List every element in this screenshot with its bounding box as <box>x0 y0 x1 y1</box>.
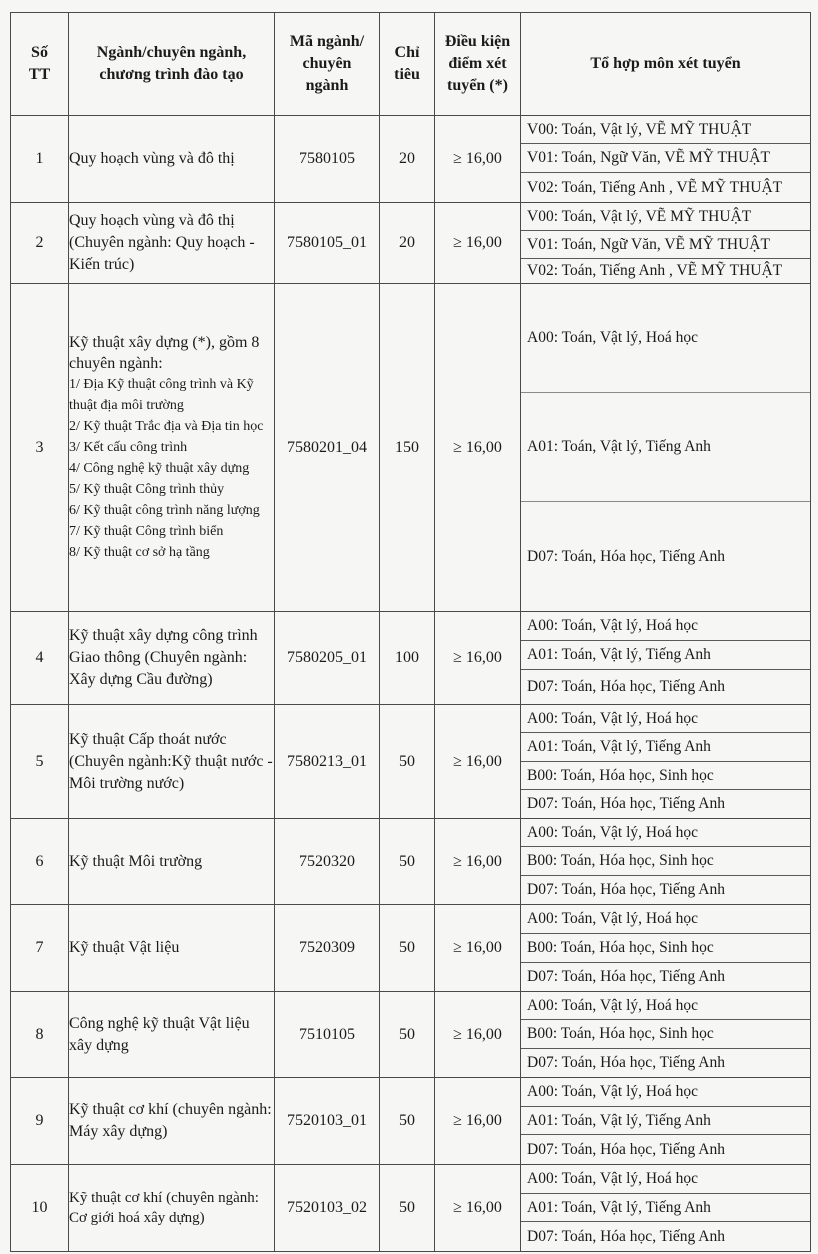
row-score: ≥ 16,00 <box>435 284 521 612</box>
combo-item: D07: Toán, Hóa học, Tiếng Anh <box>527 1227 725 1245</box>
row-stt: 2 <box>11 203 69 284</box>
combo-item: B00: Toán, Hóa học, Sinh học <box>521 847 810 876</box>
row-code: 7580105 <box>275 116 380 203</box>
row-major <box>69 284 275 612</box>
row-combos <box>521 905 811 992</box>
row-quota: 50 <box>380 1165 435 1252</box>
row-stt: 8 <box>11 992 69 1078</box>
combo-item: A00: Toán, Vật lý, Hoá học <box>521 1165 810 1194</box>
combo-item: A01: Toán, Vật lý, Tiếng Anh <box>521 733 810 762</box>
combo-item: D07: Toán, Hóa học, Tiếng Anh <box>527 968 725 985</box>
row-score: ≥ 16,00 <box>435 819 521 905</box>
row-score: ≥ 16,00 <box>435 1165 521 1252</box>
table-row <box>11 1078 811 1165</box>
row-quota: 20 <box>380 116 435 203</box>
row-code: 7580205_01 <box>275 612 380 705</box>
row-major: Công nghệ kỹ thuật Vật liệu xây dựng <box>69 992 275 1078</box>
row-combos <box>521 705 811 819</box>
row-stt: 6 <box>11 819 69 905</box>
combo-item: A00: Toán, Vật lý, Hoá học <box>521 284 810 393</box>
row-score: ≥ 16,00 <box>435 203 521 284</box>
row-stt: 4 <box>11 612 69 705</box>
specialization-item: 7/ Kỹ thuật Công trình biển <box>69 524 224 539</box>
combo-item: A00: Toán, Vật lý, Hoá học <box>521 612 810 641</box>
row-quota: 50 <box>380 992 435 1078</box>
header-row <box>11 13 811 116</box>
row-quota: 50 <box>380 905 435 992</box>
row-code: 7520103_02 <box>275 1165 380 1252</box>
combo-item: A00: Toán, Vật lý, Hoá học <box>521 819 810 847</box>
specialization-item: 1/ Địa Kỹ thuật công trình và Kỹ thuật địa môi trường <box>69 377 254 413</box>
row-stt: 1 <box>11 116 69 203</box>
row-major: Kỹ thuật Vật liệu <box>69 905 275 992</box>
row-quota: 50 <box>380 705 435 819</box>
table-row <box>11 905 811 992</box>
table-row <box>11 612 811 705</box>
header-score: Điều kiện điểm xét tuyển (*) <box>435 13 521 116</box>
row-score: ≥ 16,00 <box>435 612 521 705</box>
row-major: Kỹ thuật cơ khí (chuyên ngành: Máy xây dựng) <box>69 1078 275 1165</box>
specialization-item: 4/ Công nghệ kỹ thuật xây dựng <box>69 461 250 476</box>
row-code: 7520309 <box>275 905 380 992</box>
row-major: Quy hoạch vùng và đô thị (Chuyên ngành: Quy hoạch - Kiến trúc) <box>69 203 275 284</box>
table-row <box>11 116 811 203</box>
header-major: Ngành/chuyên ngành, chương trình đào tạo <box>69 13 275 116</box>
row-combos <box>521 612 811 705</box>
combo-item: V02: Toán, Tiếng Anh , VẼ MỸ THUẬT <box>527 178 783 196</box>
row-quota: 100 <box>380 612 435 705</box>
combo-item: D07: Toán, Hóa học, Tiếng Anh <box>527 1054 725 1071</box>
combo-item: B00: Toán, Hóa học, Sinh học <box>521 1020 810 1049</box>
row-code: 7580213_01 <box>275 705 380 819</box>
combo-item: V00: Toán, Vật lý, VẼ MỸ THUẬT <box>521 116 810 144</box>
header-combos: Tổ hợp môn xét tuyển <box>521 13 811 116</box>
combo-item: D07: Toán, Hóa học, Tiếng Anh <box>527 547 725 565</box>
specialization-item: 8/ Kỹ thuật cơ sở hạ tầng <box>69 545 210 560</box>
row-major: Kỹ thuật xây dựng công trình Giao thông (Chuyên ngành: Xây dựng Cầu đường) <box>69 612 275 705</box>
specialization-item: 3/ Kết cấu công trình <box>69 440 188 455</box>
combo-item: V00: Toán, Vật lý, VẼ MỸ THUẬT <box>521 203 810 231</box>
combo-item: D07: Toán, Hóa học, Tiếng Anh <box>527 1140 725 1158</box>
table-row <box>11 203 811 284</box>
row-major: Kỹ thuật Môi trường <box>69 819 275 905</box>
combo-item: A01: Toán, Vật lý, Tiếng Anh <box>521 1107 810 1135</box>
row-stt: 7 <box>11 905 69 992</box>
row-code: 7580201_04 <box>275 284 380 612</box>
combo-item: A01: Toán, Vật lý, Tiếng Anh <box>521 641 810 670</box>
row-stt: 10 <box>11 1165 69 1252</box>
specialization-item: 5/ Kỹ thuật Công trình thủy <box>69 482 225 497</box>
combo-item: B00: Toán, Hóa học, Sinh học <box>521 762 810 790</box>
combo-item: A01: Toán, Vật lý, Tiếng Anh <box>521 1194 810 1222</box>
combo-item: A00: Toán, Vật lý, Hoá học <box>521 705 810 733</box>
row-code: 7580105_01 <box>275 203 380 284</box>
row-stt: 5 <box>11 705 69 819</box>
table-row <box>11 819 811 905</box>
table-row <box>11 992 811 1078</box>
combo-item: A00: Toán, Vật lý, Hoá học <box>521 1078 810 1107</box>
row-quota: 50 <box>380 1078 435 1165</box>
admissions-table <box>10 12 811 1252</box>
row-score: ≥ 16,00 <box>435 705 521 819</box>
specialization-item: 6/ Kỹ thuật công trình năng lượng <box>69 503 260 518</box>
row-score: ≥ 16,00 <box>435 992 521 1078</box>
row-stt: 9 <box>11 1078 69 1165</box>
row-major: Quy hoạch vùng và đô thị <box>69 116 275 203</box>
row-score: ≥ 16,00 <box>435 905 521 992</box>
combo-item: D07: Toán, Hóa học, Tiếng Anh <box>527 881 725 898</box>
combo-item: A00: Toán, Vật lý, Hoá học <box>521 905 810 934</box>
row-score: ≥ 16,00 <box>435 1078 521 1165</box>
combo-item: D07: Toán, Hóa học, Tiếng Anh <box>527 678 725 695</box>
header-stt: Số TT <box>11 13 69 116</box>
row-combos <box>521 203 811 284</box>
combo-item: V01: Toán, Ngữ Văn, VẼ MỸ THUẬT <box>521 231 810 259</box>
row-major: Kỹ thuật cơ khí (chuyên ngành: Cơ giới hoá xây dựng) <box>69 1165 275 1252</box>
row-stt: 3 <box>11 284 69 612</box>
row-quota: 20 <box>380 203 435 284</box>
table-row <box>11 284 811 612</box>
combo-item: A00: Toán, Vật lý, Hoá học <box>521 992 810 1020</box>
row-combos <box>521 1078 811 1165</box>
major-title: Kỹ thuật xây dựng (*), gồm 8 chuyên ngành: <box>69 334 260 372</box>
row-score: ≥ 16,00 <box>435 116 521 203</box>
row-quota: 150 <box>380 284 435 612</box>
row-quota: 50 <box>380 819 435 905</box>
row-combos <box>521 1165 811 1252</box>
combo-item: A01: Toán, Vật lý, Tiếng Anh <box>521 393 810 502</box>
table-row <box>11 1165 811 1252</box>
combo-item: V01: Toán, Ngữ Văn, VẼ MỸ THUẬT <box>521 144 810 173</box>
header-code: Mã ngành/ chuyên ngành <box>275 13 380 116</box>
row-combos <box>521 116 811 203</box>
combo-item: B00: Toán, Hóa học, Sinh học <box>521 934 810 963</box>
table-row <box>11 705 811 819</box>
specialization-item: 2/ Kỹ thuật Trắc địa và Địa tin học <box>69 419 264 434</box>
row-code: 7520320 <box>275 819 380 905</box>
row-code: 7520103_01 <box>275 1078 380 1165</box>
header-quota: Chỉ tiêu <box>380 13 435 116</box>
combo-item: D07: Toán, Hóa học, Tiếng Anh <box>527 795 725 812</box>
row-combos <box>521 284 811 612</box>
row-combos <box>521 819 811 905</box>
row-major: Kỹ thuật Cấp thoát nước (Chuyên ngành:Kỹ thuật nước - Môi trường nước) <box>69 705 275 819</box>
row-code: 7510105 <box>275 992 380 1078</box>
row-combos <box>521 992 811 1078</box>
combo-item: V02: Toán, Tiếng Anh , VẼ MỸ THUẬT <box>527 262 783 279</box>
